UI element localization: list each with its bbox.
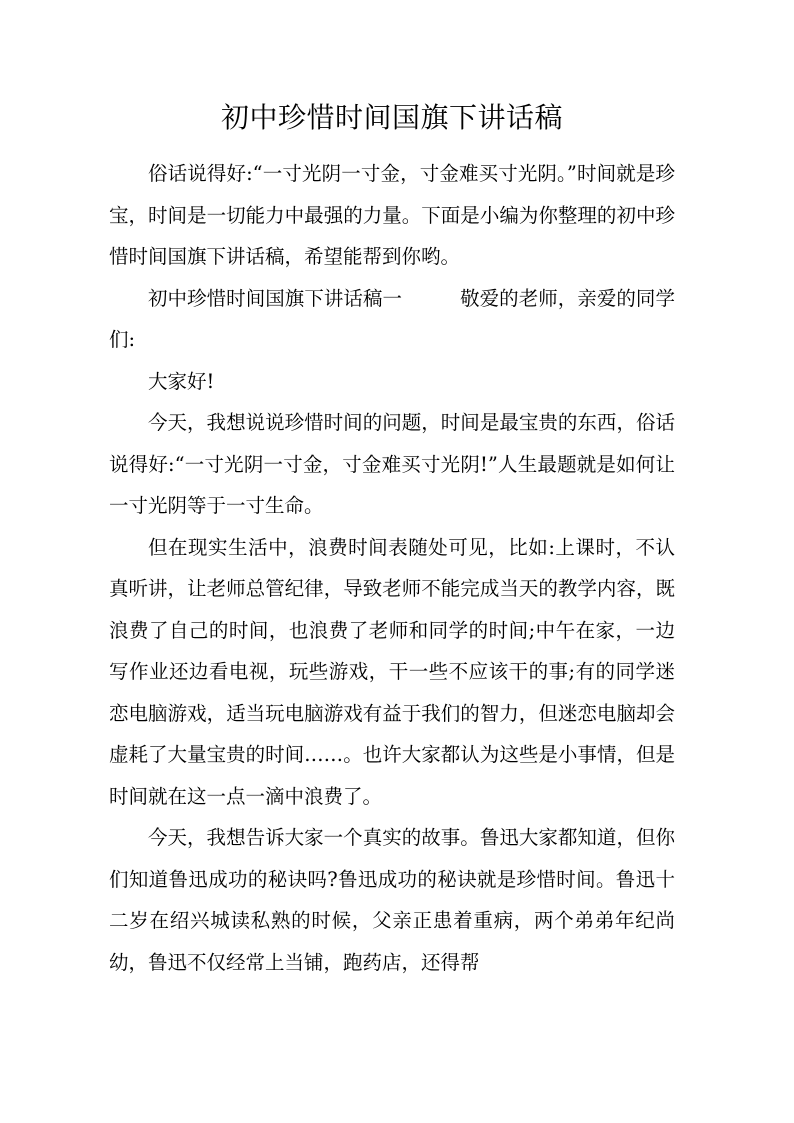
document-body — [109, 153, 675, 983]
intro-paragraph: 俗话说得好:“一寸光阴一寸金，寸金难买寸光阴。”时间就是珍宝，时间是一切能力中最强的力量。下面是小编为你整理的初中珍惜时间国旗下讲话稿，希望能帮到你哟。 — [109, 162, 675, 268]
greeting-paragraph: 大家好! — [148, 369, 215, 393]
body-paragraph: 但在现实生活中，浪费时间表随处可见，比如:上课时，不认真听讲，让老师总管纪律，导致老师不能完成当天的教学内容，既浪费了自己的时间，也浪费了老师和同学的时间;中午在家，一边写作业还边看电视，玩些游戏，干一些不应该干的事;有的同学迷恋电脑游戏，适当玩电脑游戏有益于我们的智力，但迷恋电脑却会虚耗了大量宝贵的时间……。也许大家都认为这些是小事情，但是时间就在这一点一滴中浪费了。 — [109, 535, 675, 808]
section-paragraph — [109, 278, 675, 361]
document-page — [109, 95, 675, 983]
document-title: 初中珍惜时间国旗下讲话稿 — [220, 101, 563, 134]
body-paragraph: 今天，我想告诉大家一个真实的故事。鲁迅大家都知道，但你们知道鲁迅成功的秘诀吗?鲁迅成功的秘诀就是珍惜时间。鲁迅十二岁在绍兴城读私熟的时候，父亲正患着重病，两个弟弟年纪尚幼，鲁迅不仅经常上当铺，跑药店，还得帮 — [109, 826, 675, 974]
salutation: 敬爱的老师，亲爱的同学们: — [109, 286, 675, 351]
body-paragraph: 今天，我想说说珍惜时间的问题，时间是最宝贵的东西，俗话说得好:“一寸光阴一寸金，寸金难买寸光阴!”人生最题就是如何让一寸光阴等于一寸生命。 — [109, 411, 675, 517]
section-heading: 初中珍惜时间国旗下讲话稿一 — [148, 286, 403, 310]
